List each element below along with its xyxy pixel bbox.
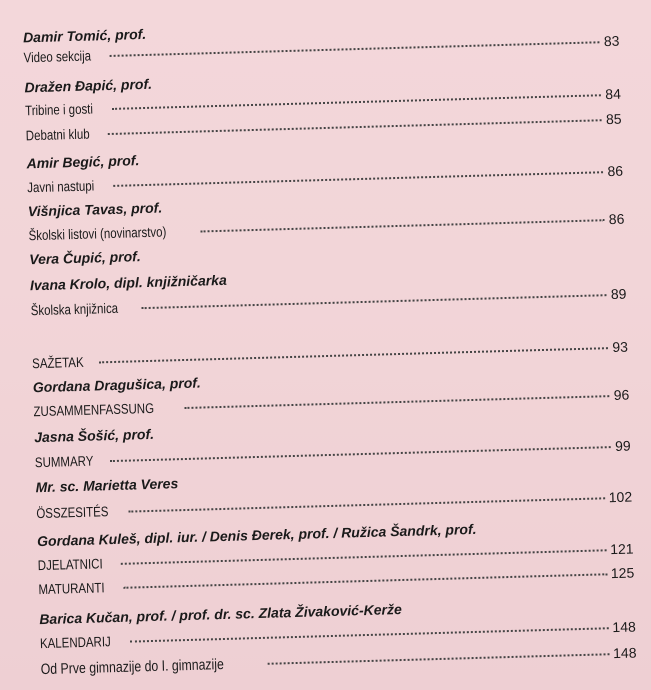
toc-entry-title: Debatni klub xyxy=(25,125,90,144)
toc-entry-page: 89 xyxy=(610,285,627,303)
toc-entry-title: SUMMARY xyxy=(34,452,94,471)
toc-entry-title: Školski listovi (novinarstvo) xyxy=(28,223,167,244)
toc-entry-page: 86 xyxy=(608,210,625,228)
toc-entry[interactable] xyxy=(36,489,632,522)
toc-entry-page: 83 xyxy=(603,32,620,50)
toc-entry-title: DJELATNICI xyxy=(37,555,103,574)
toc-entry-page: 84 xyxy=(605,85,622,103)
dot-leader xyxy=(184,395,609,409)
toc-entry-title: ÖSSZESITÉS xyxy=(36,503,109,522)
toc-author: Dražen Đapić, prof. xyxy=(24,75,153,96)
toc-entry-title: KALENDARIJ xyxy=(39,633,111,652)
dot-leader xyxy=(130,627,608,642)
dot-leader xyxy=(112,94,602,110)
toc-entry-title: Tribine i gosti xyxy=(24,100,94,119)
toc-entry-title: MATURANTI xyxy=(38,579,105,598)
toc-entry-page: 99 xyxy=(614,437,631,454)
dot-leader xyxy=(128,497,605,512)
dot-leader xyxy=(268,653,609,665)
dot-leader xyxy=(121,549,606,565)
toc-entry-page: 93 xyxy=(612,338,629,356)
toc-author: Višnjica Tavas, prof. xyxy=(27,199,163,220)
dot-leader xyxy=(99,347,609,363)
toc-author: Amir Begić, prof. xyxy=(26,152,140,172)
dot-leader xyxy=(141,294,607,309)
toc-entry-page: 121 xyxy=(609,540,634,558)
toc-entry-page: 96 xyxy=(613,386,630,404)
toc-entry-title: Školska knjižnica xyxy=(30,299,119,319)
toc-author: Damir Tomić, prof. xyxy=(22,25,147,46)
toc-author: Barica Kučan, prof. / prof. dr. sc. Zlata Živaković-Kerže xyxy=(39,601,402,628)
toc-entry-title: Od Prve gimnazije do I. gimnazije xyxy=(40,656,225,679)
toc-entry-page: 125 xyxy=(610,564,635,582)
dot-leader xyxy=(110,41,600,57)
toc-entry-page: 148 xyxy=(612,618,636,636)
toc-entry-page: 85 xyxy=(605,110,622,128)
toc-entry-page: 86 xyxy=(607,162,624,180)
toc-entry-title: Javni nastupi xyxy=(27,177,95,196)
toc-entry-page: 102 xyxy=(608,488,633,506)
toc-author: Ivana Krolo, dipl. knjižničarka xyxy=(29,271,227,294)
toc-entry-page: 148 xyxy=(612,644,637,662)
toc-author: Jasna Šošić, prof. xyxy=(33,425,155,446)
toc-author: Vera Čupić, prof. xyxy=(29,248,141,268)
toc-entry-title: SAŽETAK xyxy=(31,353,84,372)
toc-entry-title: ZUSAMMENFASSUNG xyxy=(33,399,155,420)
dot-leader xyxy=(201,219,605,232)
toc-author: Mr. sc. Marietta Veres xyxy=(35,475,179,496)
dot-leader xyxy=(113,171,604,187)
dot-leader xyxy=(110,446,611,462)
toc-entry[interactable] xyxy=(40,644,636,678)
dot-leader xyxy=(108,119,602,135)
toc-author: Gordana Kuleš, dipl. iur. / Denis Đerek, prof. / Ružica Šandrk, prof. xyxy=(36,520,477,550)
dot-leader xyxy=(123,573,607,589)
toc-author: Gordana Dragušica, prof. xyxy=(32,374,202,396)
toc-entry-title: Video sekcija xyxy=(23,47,92,66)
